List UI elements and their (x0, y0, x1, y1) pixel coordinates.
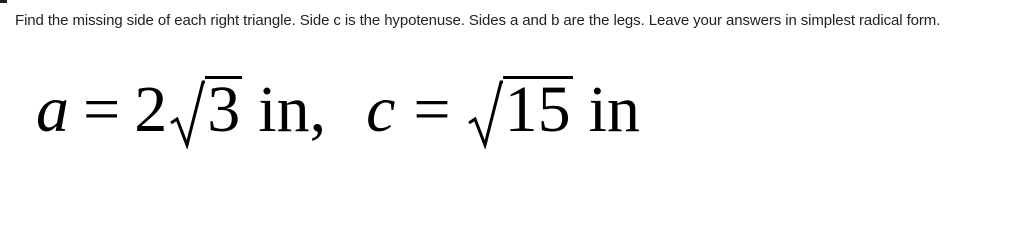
corner-mark (0, 0, 7, 3)
square-root-c (467, 73, 573, 146)
variable-a: a (36, 73, 69, 146)
given-values-expression (36, 72, 640, 172)
unit-c: in (588, 73, 640, 146)
separator-comma: , (309, 73, 327, 146)
radicand-c: 15 (504, 73, 571, 146)
radicand-a: 3 (207, 73, 241, 146)
square-root-a (169, 73, 242, 146)
variable-c: c (366, 73, 396, 146)
radical-icon (467, 79, 503, 149)
coefficient-a: 2 (134, 73, 168, 146)
equals-sign-c: = (413, 73, 451, 146)
equals-sign: = (83, 73, 121, 146)
unit-a: in (258, 73, 310, 146)
instructions-text: Find the missing side of each right triangle. Side c is the hypotenuse. Sides a and b are the legs. Leave your answers in simplest radical form. (15, 12, 941, 29)
radical-icon (169, 79, 205, 149)
